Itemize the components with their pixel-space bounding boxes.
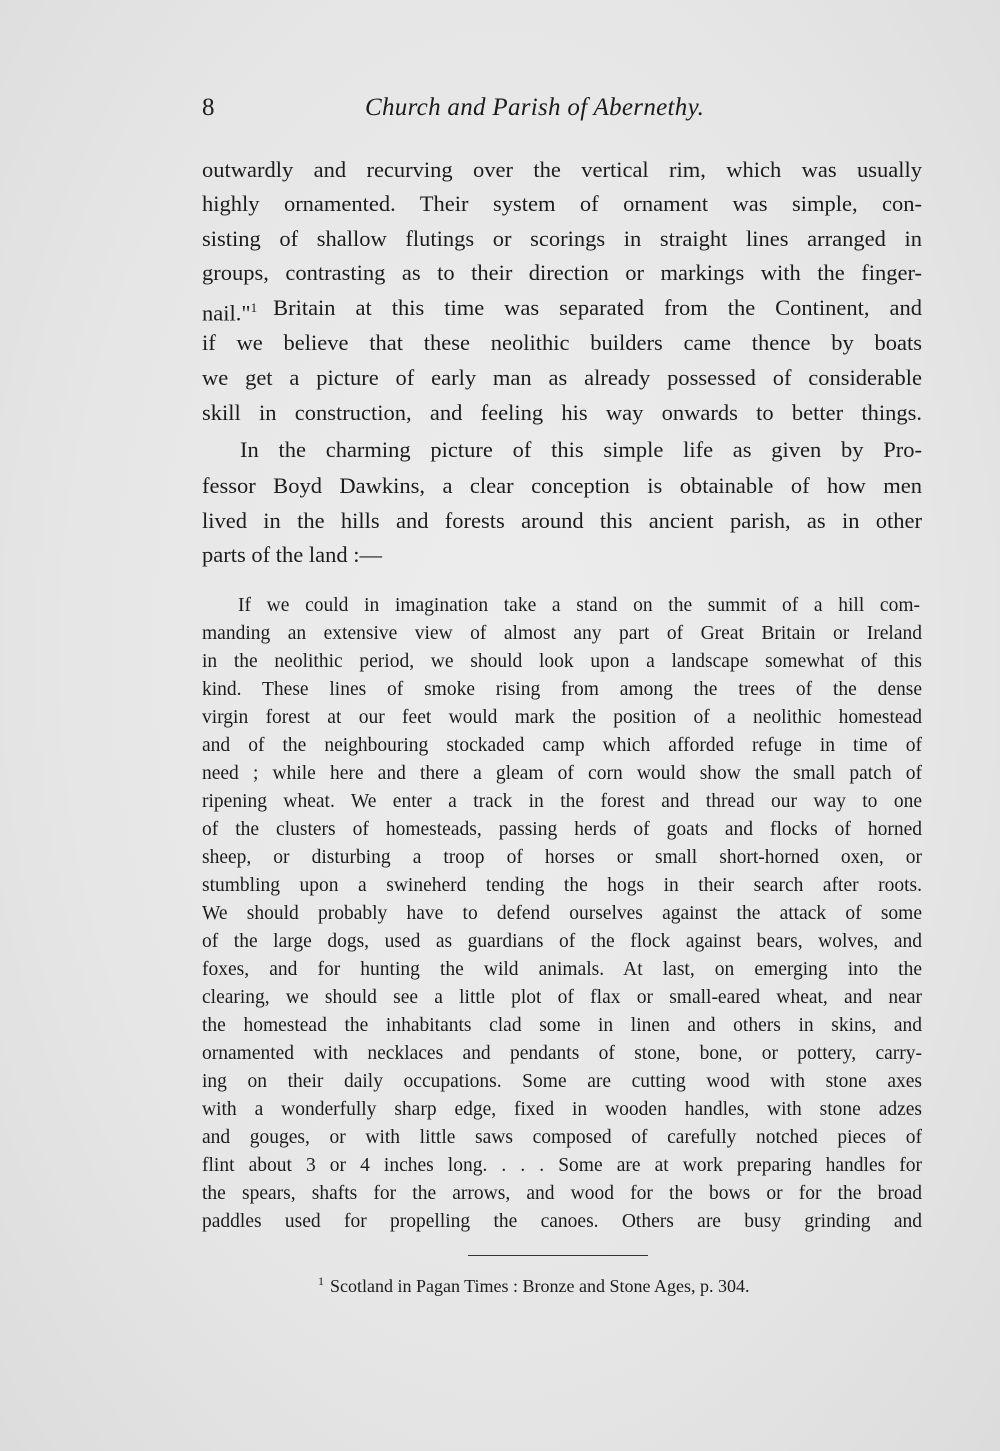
nail-fragment	[202, 294, 258, 326]
quote-line: of the clusters of homesteads, passing herds of goats and flocks of horned	[202, 819, 922, 840]
quote-line: If we could in imagination take a stand on the summit of a hill com-	[238, 595, 920, 616]
quote-line: and of the neighbouring stockaded camp which afforded refuge in time of	[202, 735, 922, 756]
body-line: groups, contrasting as to their direction or markings with the finger-	[202, 260, 922, 285]
body-line: fessor Boyd Dawkins, a clear conception is obtainable of how men	[202, 473, 922, 498]
footnote	[318, 1274, 749, 1297]
quote-line: and gouges, or with little saws composed of carefully notched pieces of	[202, 1127, 922, 1148]
quote-line: foxes, and for hunting the wild animals. At last, on emerging into the	[202, 959, 922, 980]
body-line: In the charming picture of this simple life as given by Pro-	[240, 437, 922, 462]
footnote-text: Scotland in Pagan Times : Bronze and Stone Ages, p. 304.	[330, 1276, 750, 1296]
quote-line: paddles used for propelling the canoes. Others are busy grinding and	[202, 1211, 922, 1232]
quote-line: the homestead the inhabitants clad some in linen and others in skins, and	[202, 1015, 922, 1036]
page-number: 8	[202, 94, 215, 121]
quote-line: flint about 3 or 4 inches long. . . . Some are at work preparing handles for	[202, 1155, 922, 1176]
body-line: sisting of shallow flutings or scorings in straight lines arranged in	[202, 226, 922, 251]
quote-line: ing on their daily occupations. Some are cutting wood with stone axes	[202, 1071, 922, 1092]
body-line-with-footnote-ref	[202, 294, 922, 326]
quote-line: clearing, we should see a little plot of flax or small-eared wheat, and near	[202, 987, 922, 1008]
quote-line: ornamented with necklaces and pendants of stone, bone, or pottery, carry-	[202, 1043, 922, 1064]
footnote-marker: 1	[318, 1274, 324, 1288]
body-line: skill in construction, and feeling his way onwards to better things.	[202, 400, 922, 425]
nail-word: nail."	[202, 300, 251, 326]
footnote-divider	[468, 1255, 648, 1256]
body-line: lived in the hills and forests around this ancient parish, as in other	[202, 508, 922, 533]
body-line: parts of the land :—	[202, 542, 382, 567]
quote-line: kind. These lines of smoke rising from among the trees of the dense	[202, 679, 922, 700]
quote-line: manding an extensive view of almost any part of Great Britain or Ireland	[202, 623, 922, 644]
body-line-remainder: Britain at this time was separated from the Continent, and	[273, 295, 922, 320]
quote-line: the spears, shafts for the arrows, and wood for the bows or for the broad	[202, 1183, 922, 1204]
quote-line: virgin forest at our feet would mark the position of a neolithic homestead	[202, 707, 922, 728]
quote-line: of the large dogs, used as guardians of the flock against bears, wolves, and	[202, 931, 922, 952]
page-header	[202, 94, 762, 134]
quote-line: sheep, or disturbing a troop of horses or small short-horned oxen, or	[202, 847, 922, 868]
body-line: if we believe that these neolithic builders came thence by boats	[202, 330, 922, 355]
body-line: we get a picture of early man as already possessed of considerable	[202, 365, 922, 390]
quote-line: stumbling upon a swineherd tending the hogs in their search after roots.	[202, 875, 922, 896]
running-title: Church and Parish of Abernethy.	[365, 94, 705, 121]
quote-line: in the neolithic period, we should look upon a landscape somewhat of this	[202, 651, 922, 672]
quote-line: need ; while here and there a gleam of corn would show the small patch of	[202, 763, 922, 784]
body-line: highly ornamented. Their system of ornament was simple, con-	[202, 191, 922, 216]
footnote-reference: 1	[250, 300, 258, 315]
quote-line: ripening wheat. We enter a track in the forest and thread our way to one	[202, 791, 922, 812]
quote-line: We should probably have to defend ourselves against the attack of some	[202, 903, 922, 924]
body-line: outwardly and recurving over the vertical rim, which was usually	[202, 157, 922, 182]
quote-line: with a wonderfully sharp edge, fixed in wooden handles, with stone adzes	[202, 1099, 922, 1120]
